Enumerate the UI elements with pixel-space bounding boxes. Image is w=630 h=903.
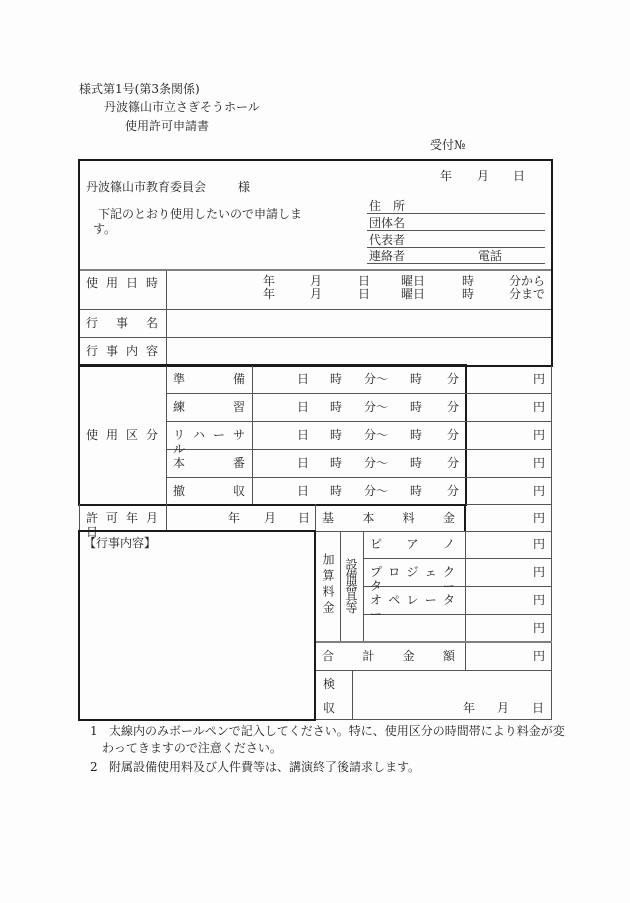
divider [315, 531, 552, 532]
usage-row-fee-yen: 円 [533, 456, 546, 470]
base-fee-yen: 円 [533, 511, 546, 525]
usage-row-day: 日 [297, 484, 310, 498]
start-day: 日 [358, 274, 371, 288]
reception-number-label: 受付№ [430, 138, 466, 152]
note-number-2: 2 [90, 760, 98, 774]
usage-row-start-hour: 時 [330, 428, 343, 442]
divider [80, 337, 551, 338]
request-text-line-2: す。 [93, 222, 117, 236]
representative-label: 代表者 [369, 233, 406, 247]
usage-row-label-performance: 本 番 [173, 456, 245, 470]
fee-item-projector: プ ロ ジ ェ ク タ ー [370, 565, 455, 593]
divider [166, 421, 552, 422]
usage-row-start-hour: 時 [330, 400, 343, 414]
usage-row-day: 日 [297, 400, 310, 414]
additional-fees-label: 加算料金 [321, 553, 335, 617]
application-date-day: 日 [513, 169, 526, 183]
inspection-month: 月 [497, 701, 510, 715]
phone-label: 電話 [478, 249, 503, 263]
usage-row-label-rehearsal: リ ハ ー サ ル [173, 428, 245, 456]
inspection-label-bottom: 収 [323, 701, 336, 715]
divider [166, 366, 167, 504]
event-details-label: 【行事内容】 [84, 536, 157, 550]
fee-item-piano: ピ ア ノ [370, 537, 455, 551]
usage-row-start-hour: 時 [330, 372, 343, 386]
end-year: 年 [263, 287, 276, 301]
end-hour: 時 [462, 287, 475, 301]
divider [252, 366, 253, 504]
end-day: 日 [358, 287, 371, 301]
usage-row-day: 日 [297, 428, 310, 442]
end-month: 月 [310, 287, 323, 301]
usage-row-fee-yen: 円 [533, 400, 546, 414]
note-1-line-1: 太線内のみボールペンで記入してください。特に、使用区分の時間帯により料金が変 [109, 724, 565, 738]
usage-row-label-teardown: 撤 収 [173, 484, 245, 498]
divider [166, 393, 552, 394]
usage-row-end-minute: 分 [447, 400, 460, 414]
usage-row-start-hour: 時 [330, 456, 343, 470]
start-hour: 時 [462, 274, 475, 288]
divider [464, 504, 466, 531]
end-minute: 分まで [508, 287, 545, 301]
fee-item-operator: オ ペ レ ー タ ー [370, 593, 455, 621]
fee-item-projector-yen: 円 [533, 565, 546, 579]
divider [80, 309, 551, 310]
representative-underline [367, 247, 545, 248]
fee-item-piano-yen: 円 [533, 537, 546, 551]
inspection-label-top: 検 [323, 677, 336, 691]
divider [315, 504, 316, 531]
divider [465, 504, 552, 505]
equipment-label: 設備器具等 [344, 558, 358, 613]
document-title: 使用許可申請書 [125, 119, 210, 133]
usage-section-label: 使 用 区 分 [86, 428, 158, 442]
permit-date-label: 許 可 年 月 日 [86, 511, 158, 539]
usage-row-label-practice: 練 習 [173, 400, 245, 414]
contact-label: 連絡者 [369, 249, 406, 263]
start-weekday: 曜日 [401, 274, 426, 288]
event-content-label: 行 事 内 容 [86, 344, 158, 358]
usage-row-end-hour: 時 [410, 400, 423, 414]
fee-item-operator-yen: 円 [533, 593, 546, 607]
note-1-line-2: わってきますので注意ください。 [102, 741, 282, 755]
form-number: 様式第1号(第3条関係) [79, 82, 200, 96]
end-weekday: 曜日 [401, 287, 426, 301]
organization-underline [367, 230, 545, 231]
usage-row-fee-yen: 円 [533, 428, 546, 442]
usage-row-start-hour: 時 [330, 484, 343, 498]
permit-year: 年 [228, 511, 241, 525]
usage-row-end-hour: 時 [410, 456, 423, 470]
divider [316, 641, 552, 643]
usage-row-end-hour: 時 [410, 372, 423, 386]
total-amount-yen: 円 [533, 649, 546, 663]
usage-row-start-minute: 分～ [364, 484, 389, 498]
start-minute: 分から [508, 274, 545, 288]
usage-row-end-minute: 分 [447, 428, 460, 442]
total-amount-label: 合 計 金 額 [322, 649, 455, 663]
usage-row-end-hour: 時 [410, 484, 423, 498]
inspection-day: 日 [532, 701, 545, 715]
start-month: 月 [310, 274, 323, 288]
divider [316, 719, 552, 720]
note-number-1: 1 [90, 724, 98, 738]
address-underline [367, 213, 545, 214]
hall-name: 丹波篠山市立さぎそうホール [104, 100, 260, 114]
divider [166, 504, 167, 531]
usage-row-day: 日 [297, 372, 310, 386]
divider [166, 271, 167, 365]
usage-row-end-minute: 分 [447, 372, 460, 386]
divider [352, 671, 353, 720]
inspection-year: 年 [463, 701, 476, 715]
usage-row-end-hour: 時 [410, 428, 423, 442]
start-year: 年 [263, 274, 276, 288]
application-date-year: 年 [440, 169, 453, 183]
note-2-line-1: 附属設備使用料及び人件費等は、講演終了後請求します。 [109, 760, 421, 774]
permit-day: 日 [298, 511, 311, 525]
permit-month: 月 [264, 511, 277, 525]
usage-row-end-minute: 分 [447, 456, 460, 470]
base-fee-label: 基 本 料 金 [322, 511, 455, 525]
event-details-box [78, 530, 316, 721]
divider [79, 504, 80, 531]
divider [340, 531, 341, 642]
usage-row-label-preparation: 準 備 [173, 372, 245, 386]
usage-row-start-minute: 分～ [364, 428, 389, 442]
divider [465, 531, 466, 671]
usage-datetime-label: 使 用 日 時 [86, 276, 158, 290]
usage-row-fee-yen: 円 [533, 484, 546, 498]
address-label: 住 所 [369, 199, 406, 213]
usage-row-end-minute: 分 [447, 484, 460, 498]
usage-row-start-minute: 分～ [364, 400, 389, 414]
event-name-label: 行 事 名 [86, 316, 158, 330]
addressee-honorific: 様 [238, 180, 251, 194]
usage-row-start-minute: 分～ [364, 456, 389, 470]
fee-item-blank-yen: 円 [533, 621, 546, 635]
divider [551, 531, 552, 720]
usage-row-fee-yen: 円 [533, 372, 546, 386]
usage-row-day: 日 [297, 456, 310, 470]
divider [363, 558, 552, 559]
usage-row-start-minute: 分～ [364, 372, 389, 386]
request-text-line-1: 下記のとおり使用したいので申請しま [98, 207, 303, 221]
divider [166, 477, 552, 478]
contact-underline [367, 263, 545, 264]
application-date-month: 月 [477, 169, 490, 183]
divider [80, 269, 551, 271]
addressee: 丹波篠山市教育委員会 [86, 180, 207, 194]
organization-label: 団体名 [369, 216, 406, 230]
